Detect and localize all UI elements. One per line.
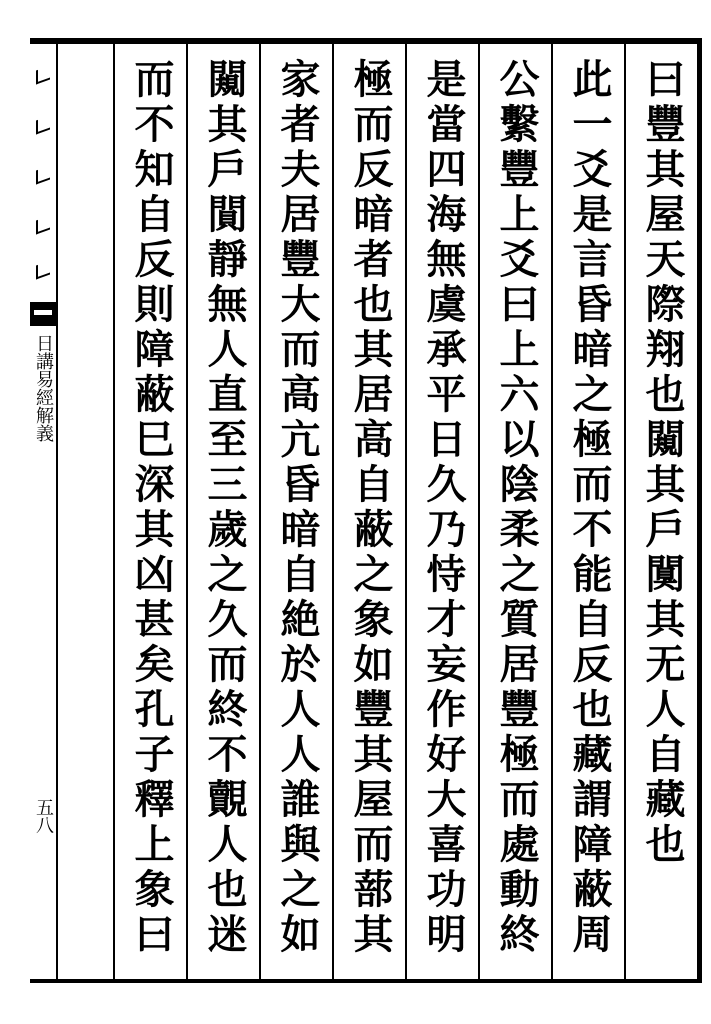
book-margin-strip [30, 38, 58, 983]
text-column-1 [624, 44, 697, 979]
text-column-3 [478, 44, 551, 979]
text-column-6 [259, 44, 332, 979]
text-column-8 [113, 44, 186, 979]
margin-page-number: 五八 [33, 798, 54, 834]
column-text: 是當四海無虞承平日久乃恃才妄作好大喜功明 [420, 58, 467, 958]
column-text: 公繫豐上爻曰上六以陰柔之質居豐極而處動終 [493, 58, 540, 958]
margin-book-title: 日講易經解義 [33, 334, 54, 442]
column-text: 闚其戶閴靜無人直至三歲之久而終不覿人也迷 [201, 58, 248, 958]
fishtail-mark [30, 302, 56, 326]
text-column-2 [551, 44, 624, 979]
text-column-5 [332, 44, 405, 979]
column-text: 曰豐其屋天際翔也闚其戶闃其无人自藏也 [639, 58, 686, 868]
text-column-4 [405, 44, 478, 979]
column-text: 而不知自反則障蔽巳深其凶甚矣孔子釋上象曰 [128, 58, 175, 958]
column-text: 家者夫居豐大而高亢昏暗自絶於人人誰與之如 [274, 58, 321, 958]
text-body [58, 44, 697, 979]
column-text: 此一爻是言昏暗之極而不能自反也藏謂障蔽周 [566, 58, 613, 958]
column-text: 極而反暗者也其居高自蔽之象如豐其屋而蔀其 [347, 58, 394, 958]
text-column-7 [186, 44, 259, 979]
margin-upper-ornament [30, 38, 56, 302]
